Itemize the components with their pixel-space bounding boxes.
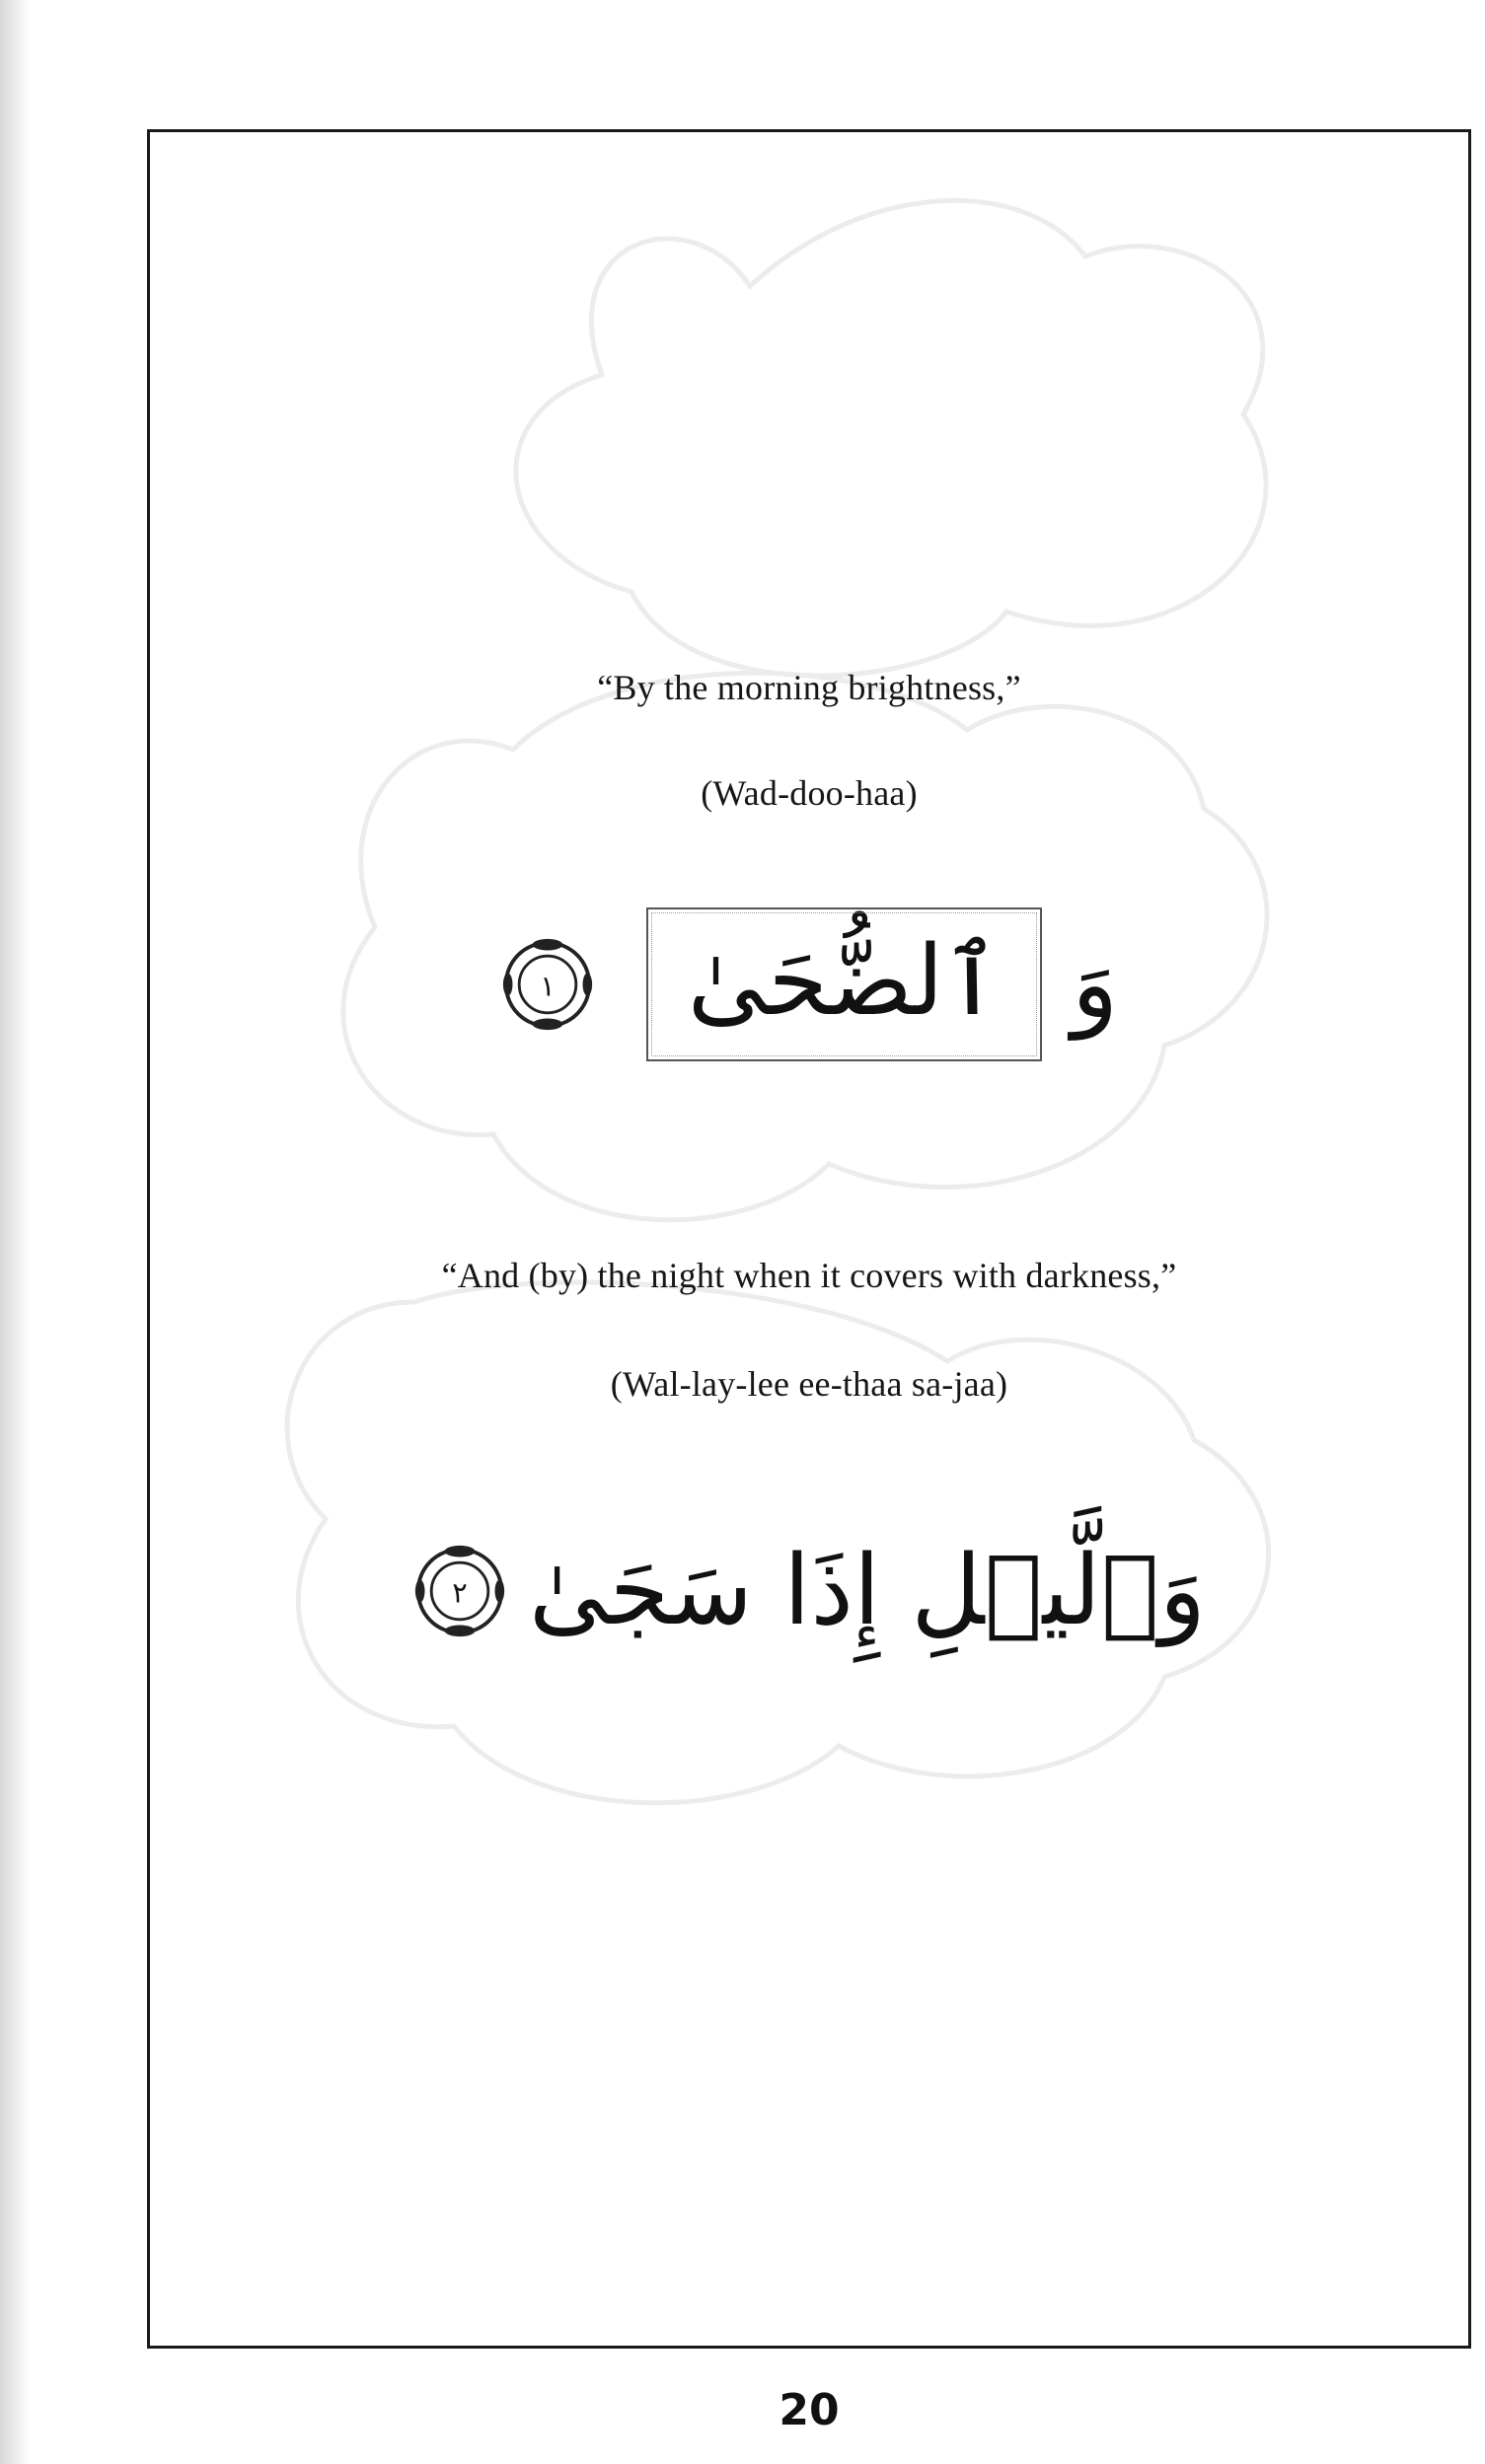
page-frame	[147, 129, 1471, 2349]
verse-1-translation: “By the morning brightness,”	[597, 668, 1021, 707]
verse-1-transliteration: (Wad-doo-haa)	[701, 773, 918, 813]
ayah-number-2: ٢	[452, 1575, 468, 1610]
ayah-end-ornament-icon	[500, 937, 595, 1032]
ayah-number-1: ١	[540, 969, 556, 1003]
verse-2-arabic: وَٱلَّيۡلِ إِذَا سَجَىٰ	[528, 1535, 1207, 1647]
verse-1-arabic-row	[147, 888, 1471, 1081]
verse-1-arabic-highlighted-word: ٱلضُّحَىٰ	[646, 907, 1042, 1061]
page-number: 20	[779, 2385, 840, 2435]
verse-2-transliteration: (Wal-lay-lee ee-thaa sa-jaa)	[610, 1364, 1008, 1404]
verse-1-arabic-prefix: وَ	[1071, 928, 1119, 1041]
verse-2-translation: “And (by) the night when it covers with darkness,”	[441, 1256, 1177, 1295]
ayah-end-ornament-icon	[412, 1544, 507, 1638]
verse-2-arabic-row	[147, 1517, 1471, 1665]
